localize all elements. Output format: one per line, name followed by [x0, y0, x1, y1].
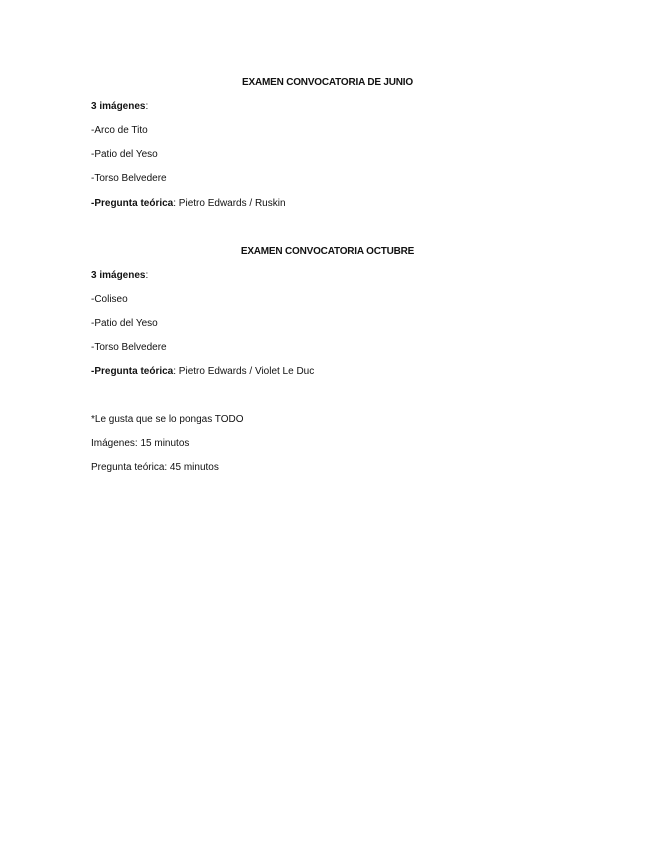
october-images-colon: :: [145, 270, 149, 281]
june-images-colon: :: [145, 101, 149, 112]
question-time-line: Pregunta teórica: 45 minutos: [91, 462, 219, 473]
october-images-label: 3 imágenes: [91, 270, 146, 281]
june-question-label: -Pregunta teórica: [91, 198, 174, 209]
june-question-text: : Pietro Edwards / Ruskin: [173, 198, 286, 209]
june-image-item: -Torso Belvedere: [91, 173, 167, 184]
june-image-item: -Patio del Yeso: [91, 149, 158, 160]
october-question-label: -Pregunta teórica: [91, 366, 174, 377]
october-image-item: -Torso Belvedere: [91, 342, 167, 353]
october-question-text: : Pietro Edwards / Violet Le Duc: [173, 366, 315, 377]
october-images-heading: [91, 270, 148, 281]
images-time-line: Imágenes: 15 minutos: [91, 438, 190, 449]
june-images-label: 3 imágenes: [91, 101, 146, 112]
june-images-heading: [91, 101, 148, 112]
june-image-item: -Arco de Tito: [91, 125, 148, 136]
october-image-item: -Patio del Yeso: [91, 318, 158, 329]
june-exam-title: EXAMEN CONVOCATORIA DE JUNIO: [242, 77, 413, 88]
october-image-item: -Coliseo: [91, 294, 128, 305]
october-exam-title: EXAMEN CONVOCATORIA OCTUBRE: [240, 246, 415, 257]
note-line: *Le gusta que se lo pongas TODO: [91, 414, 244, 425]
june-question: [91, 198, 286, 209]
october-question: [91, 366, 314, 377]
